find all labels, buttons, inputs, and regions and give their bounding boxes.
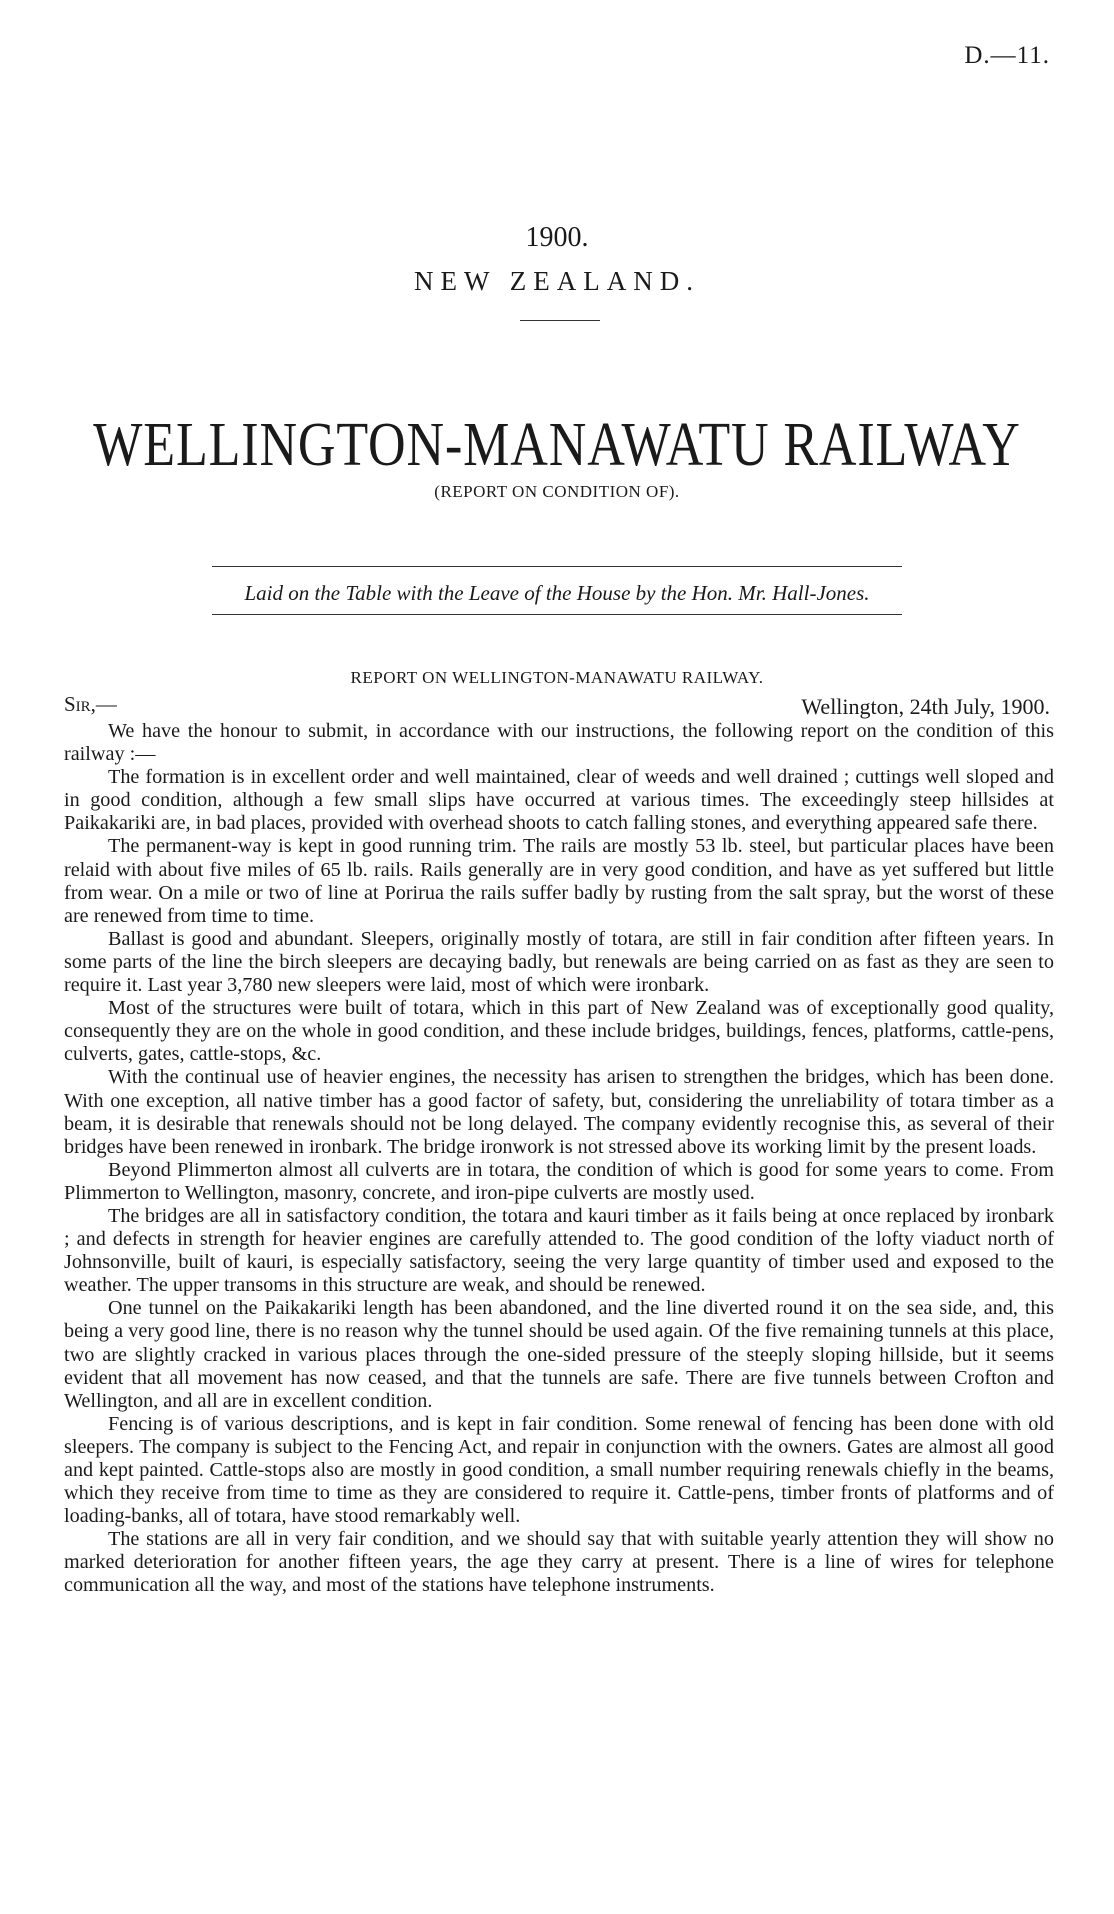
paragraph: Beyond Plimmerton almost all culverts are in totara, the condition of which is good for some years to come. From Plimmerton to Wellington, masonry, concrete, and iron-pipe culverts are mostly used. (64, 1158, 1054, 1204)
salutation: Sir,— (64, 692, 117, 716)
laid-on-table-note: Laid on the Table with the Leave of the House by the Hon. Mr. Hall-Jones. (244, 581, 870, 605)
country-heading: NEW ZEALAND. (414, 266, 700, 296)
paragraph: The formation is in excellent order and well maintained, clear of weeds and well drained ; cuttings well sloped and in good condition, although a few small slips have occurred at various times. The exceedingly steep hillsides at Paikakariki are, in bad places, provided with overhead shoots to catch falling stones, and everything appeared safe there. (64, 766, 1054, 835)
paragraph: Most of the structures were built of totara, which in this part of New Zealand was of exceptionally good quality, consequently they are on the whole in good condition, and these include bridges, buildings, fences, platforms, cattle-pens, culverts, gates, cattle-stops, &c. (64, 997, 1054, 1066)
document-title: WELLINGTON-MANAWATU RAILWAY (93, 411, 1021, 479)
paragraph: Fencing is of various descriptions, and is kept in fair condition. Some renewal of fencing has been done with old sleepers. The company is subject to the Fencing Act, and repair in conjunction with the owners. Gates are almost all good and kept painted. Cattle-stops also are mostly in good condition, a small number requiring renewals chiefly in the beams, which they receive from time to time as they are considered to require it. Cattle-pens, timber fronts of platforms and of loading-banks, all of totara, have stood remarkably well. (64, 1412, 1054, 1528)
paragraph: Ballast is good and abundant. Sleepers, originally mostly of totara, are still in fair condition after fifteen years. In some parts of the line the birch sleepers are decaying badly, but renewals are being carried on as fast as they are seen to require it. Last year 3,780 new sleepers were laid, most of which were ironbark. (64, 927, 1054, 997)
divider-bottom (212, 614, 902, 615)
short-divider (520, 320, 600, 321)
paragraph: One tunnel on the Paikakariki length has been abandoned, and the line diverted round it on the sea side, and, this being a very good line, there is no reason why the tunnel should be used again. Of the five remaining tunnels at this place, two are slightly cracked in various places through the one-sided pressure of the steeply sloping hillside, but it seems evident that all movement has now ceased, and that the tunnels are safe. There are five tunnels between Crofton and Wellington, and all are in excellent condition. (64, 1297, 1054, 1412)
divider-top (212, 566, 902, 567)
report-body (64, 720, 1054, 1598)
paragraph: With the continual use of heavier engines, the necessity has arisen to strengthen the bridges, which has been done. With one exception, all native timber has a good factor of safety, but, considering the unreliability of totara timber as a beam, it is desirable that renewals should not be long delayed. The company evidently recognise this, as several of their bridges have been renewed in ironbark. The bridge ironwork is not stressed above its working limit by the present loads. (64, 1066, 1054, 1158)
dateline: Wellington, 24th July, 1900. (801, 694, 1050, 719)
paragraph: The stations are all in very fair condition, and we should say that with suitable yearly attention they will show no marked deterioration for another fifteen years, the age they carry at present. There is a line of wires for telephone communication all the way, and most of the stations have telephone instruments. (64, 1528, 1054, 1597)
paragraph: The bridges are all in satisfactory condition, the totara and kauri timber as it fails being at once replaced by ironbark ; and defects in strength for heavier engines are carefully attended to. The good condition of the lofty viaduct north of Johnsonville, built of kauri, is especially satisfactory, seeing the very large quantity of timber used and exposed to the weather. The upper transoms in this structure are weak, and should be renewed. (64, 1204, 1054, 1297)
document-subtitle: (REPORT ON CONDITION OF). (434, 482, 680, 501)
page-reference: D.—11. (964, 42, 1050, 69)
report-heading: REPORT ON WELLINGTON-MANAWATU RAILWAY. (350, 668, 764, 687)
paragraph: We have the honour to submit, in accordance with our instructions, the following report on the condition of this railway :— (64, 720, 1054, 766)
document-year: 1900. (525, 222, 589, 253)
paragraph: The permanent-way is kept in good running trim. The rails are mostly 53 lb. steel, but particular places have been relaid with about five miles of 65 lb. rails. Rails generally are in very good condition, and have as yet suffered but little from wear. On a mile or two of line at Porirua the rails suffer badly by rusting from the salt spray, but the worst of these are renewed from time to time. (64, 835, 1054, 927)
